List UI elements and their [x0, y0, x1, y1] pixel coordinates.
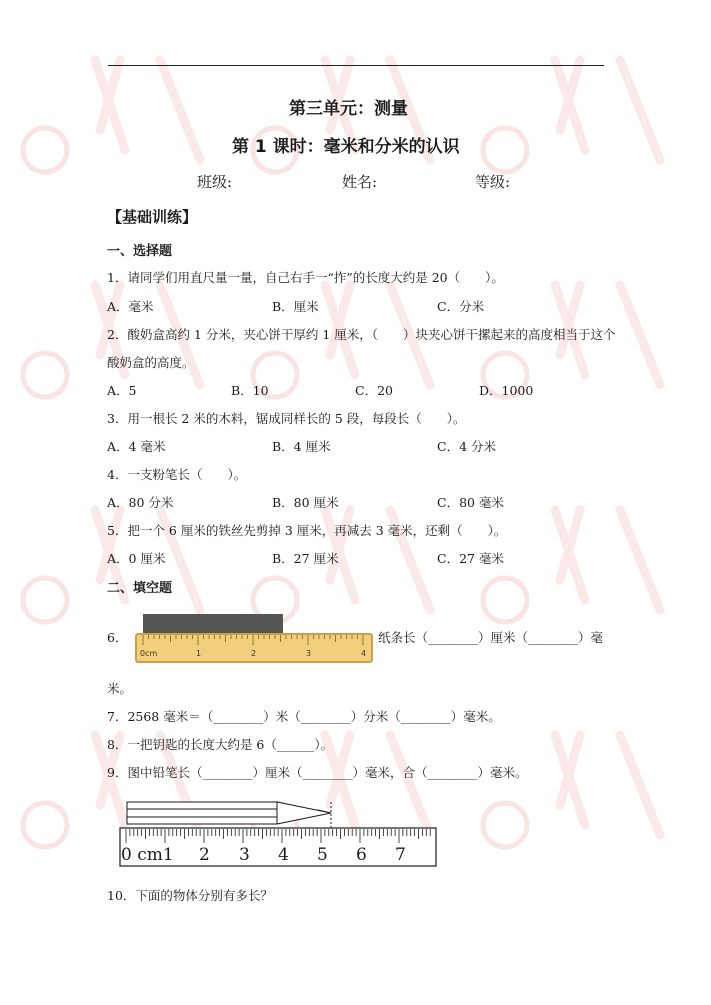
unit-title: 第三单元：测量: [289, 99, 408, 119]
ruler2-label-2: 2: [199, 845, 210, 865]
question-5: 5．把一个 6 厘米的铁丝先剪掉 3 厘米，再减去 3 毫米，还剩（ ）。: [107, 523, 507, 538]
question-1: 1．请同学们用直尺量一量，自己右手一“拃”的长度大约是 20（ ）。: [107, 270, 504, 285]
top-rule-divider: [108, 65, 604, 66]
question-2: 2．酸奶盒高约 1 分米，夹心饼干厚约 1 厘米，（ ）块夹心饼干摞起来的高度相当于这个: [107, 327, 616, 342]
q5-option-c: C．27 毫米: [437, 551, 504, 566]
paper-strip: [143, 614, 283, 634]
class-label: 班级:: [197, 173, 233, 191]
ruler2-label-3: 3: [239, 845, 250, 865]
pencil-ruler-figure: [118, 800, 438, 868]
question-6-text: 纸条长（________）厘米（________）毫: [378, 630, 604, 645]
ruler1-label-1: 1: [196, 649, 202, 658]
ruler1-label-2: 2: [251, 649, 257, 658]
question-8: 8．一把钥匙的长度大约是 6（______）。: [107, 737, 334, 752]
q2-option-b: B．10: [231, 383, 269, 398]
ruler2-label-7: 7: [395, 845, 406, 865]
q4-option-b: B．80 厘米: [272, 495, 339, 510]
q3-option-b: B．4 厘米: [272, 439, 331, 454]
ruler2-label-6: 6: [356, 845, 367, 865]
q2-option-a: A．5: [107, 383, 137, 398]
section-choice-heading: 一、选择题: [107, 244, 173, 259]
ruler1-label-4: 4: [361, 649, 367, 658]
q5-option-b: B．27 厘米: [272, 551, 339, 566]
question-9: 9．图中铅笔长（________）厘米（________）毫米，合（________）毫米。: [107, 765, 528, 780]
pencil: [127, 802, 331, 824]
q1-option-a: A．毫米: [107, 299, 154, 314]
ruler1-label-0: 0cm: [140, 649, 158, 658]
ruler-with-paper-strip: [134, 612, 374, 664]
q3-option-a: A．4 毫米: [107, 439, 166, 454]
q4-option-a: A．80 分米: [107, 495, 174, 510]
section-fill-heading: 二、填空题: [107, 581, 173, 596]
question-6-cont: 米。: [107, 681, 133, 696]
question-3: 3．用一根长 2 米的木料，锯成同样长的 5 段，每段长（ ）。: [107, 411, 466, 426]
lesson-title: 第 1 课时：毫米和分米的认识: [232, 137, 460, 157]
question-10: 10．下面的物体分别有多长？: [107, 888, 273, 903]
ruler2-label-0-1: 0 cm1: [121, 845, 174, 865]
basic-training-heading: 【基础训练】: [107, 208, 198, 226]
q2-option-c: C．20: [355, 383, 393, 398]
question-6-number: 6．: [107, 630, 128, 645]
ruler1-label-3: 3: [306, 649, 312, 658]
q2-option-d: D．1000: [479, 383, 534, 398]
name-label: 姓名:: [342, 173, 378, 191]
question-4: 4．一支粉笔长（ ）。: [107, 467, 247, 482]
ruler2-label-5: 5: [317, 845, 328, 865]
question-7: 7．2568 毫米＝（________）米（________）分米（________）毫米。: [107, 709, 501, 724]
q3-option-c: C．4 分米: [437, 439, 496, 454]
grade-label: 等级:: [475, 173, 511, 191]
q5-option-a: A．0 厘米: [107, 551, 166, 566]
question-2-cont: 酸奶盒的高度。: [107, 355, 195, 370]
q4-option-c: C．80 毫米: [437, 495, 504, 510]
ruler2-label-4: 4: [278, 845, 289, 865]
q1-option-c: C．分米: [437, 299, 485, 314]
q1-option-b: B．厘米: [272, 299, 319, 314]
